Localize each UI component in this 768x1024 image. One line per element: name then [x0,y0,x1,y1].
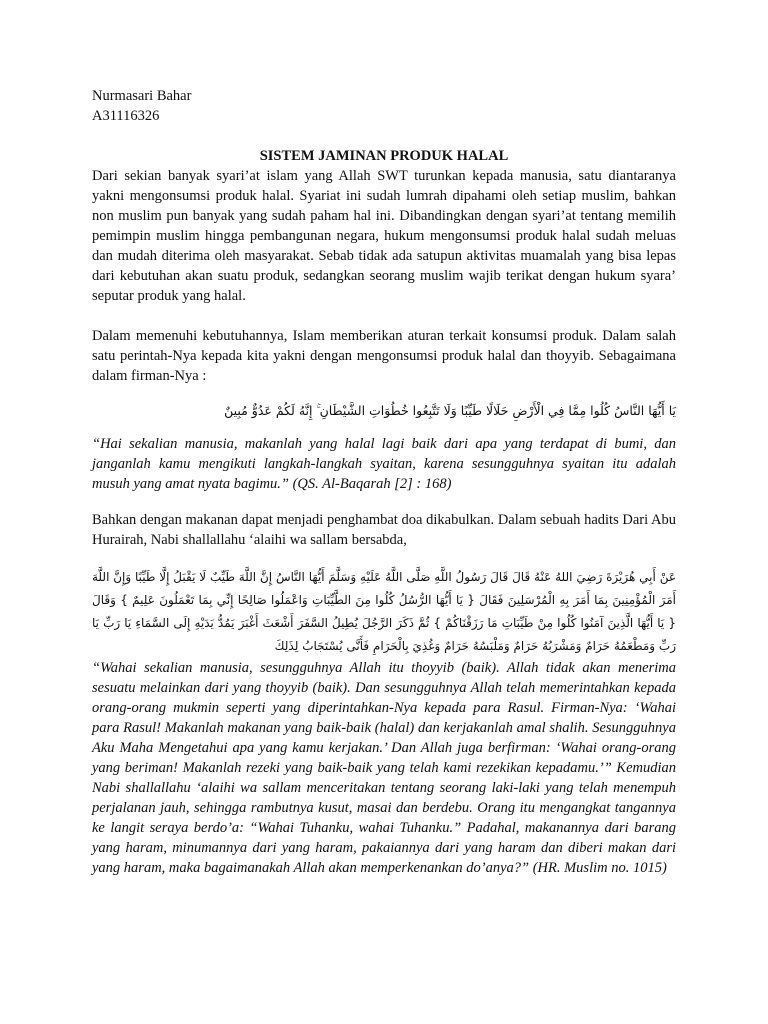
second-paragraph: Dalam memenuhi kebutuhannya, Islam memberikan aturan terkait konsumsi produk. Dalam salah satu perintah-Nya kepada kita yakni dengan mengonsumsi produk halal dan thoyyib. Sebagaimana dalam firman-Nya : [92,328,676,384]
intro-paragraph: Dari sekian banyak syari’at islam yang Allah SWT turunkan kepada manusia, satu diantaranya yakni mengonsumsi produk halal. Syariat ini sudah lumrah dipahami oleh setiap muslim, bahkan non muslim pun banyak yang sudah paham hal ini. Dibandingkan dengan syari’at tentang memilih pemimpin muslim hingga pembangunan negara, hukum mengonsumsi produk halal sudah meluas dan mudah diterima oleh masyarakat. Sebab tidak ada satupun aktivitas muamalah yang bisa lepas dari kebutuhan akan suatu produk, sedangkan seorang muslim wajib terikat dengan hukum syara’ seputar produk yang halal. [92,168,676,304]
third-paragraph: Bahkan dengan makanan dapat menjadi penghambat doa dikabulkan. Dalam sebuah hadits Dari Abu Hurairah, Nabi shallallahu ‘alaihi wa sallam bersabda, [92,512,676,548]
verse-translation: “Hai sekalian manusia, makanlah yang halal lagi baik dari apa yang terdapat di bumi, dan janganlah kamu mengikuti langkah-langkah syaitan, karena sesungguhnya syaitan itu adalah musuh yang amat nyata bagimu.” (QS. Al-Baqarah [2] : 168) [92,436,676,492]
hadith-translation: “Wahai sekalian manusia, sesungguhnya Allah itu thoyyib (baik). Allah tidak akan menerima sesuatu melainkan dari yang thoyyib (baik). Dan sesungguhnya Allah telah memerintahkan kepada orang-orang mukmin seperti yang diperintahkan-Nya kepada para Rasul. Firman-Nya: ‘Wahai para Rasul! Makanlah makanan yang baik-baik (halal) dan kerjakanlah amal shalih. Sesungguhnya Aku Maha Mengetahui apa yang kamu kerjakan.’ Dan Allah juga berfirman: ‘Wahai orang-orang yang beriman! Makanlah rezeki yang baik-baik yang telah kami rezekikan kepadamu.’” Kemudian Nabi shallallahu ‘alaihi wa sallam menceritakan tentang seorang laki-laki yang telah menempuh perjalanan jauh, sehingga rambutnya kusut, masai dan berdebu. Orang itu mengangkat tangannya ke langit seraya berdo’a: “Wahai Tuhanku, wahai Tuhanku.” Padahal, makanannya dari barang yang haram, minumannya dari yang haram, pakaiannya dari yang haram dan diberi makan dari yang haram, maka bagaimanakah Allah akan memperkenankan do’anya?” (HR. Muslim no. 1015) [92,660,676,876]
author-name: Nurmasari Bahar [92,88,192,104]
document-title: SISTEM JAMINAN PRODUK HALAL [259,148,509,164]
student-id: A31116326 [92,108,160,124]
paragraph-spacer [92,306,676,326]
arabic-hadith: عَنْ أَبِي هُرَيْرَةَ رَضِيَ اللهُ عَنْهُ قَالَ قَالَ رَسُولُ اللَّهِ صَلَّى اللَّهُ عَلَيْهِ وَسَلَّمَ أَيُّهَا النَّاسُ إِنَّ اللَّهَ طَيِّبٌ لَا يَقْبَلُ إِلَّا طَيِّبًا وَإِنَّ اللَّهَ أَمَرَ الْمُؤْمِنِينَ بِمَا أَمَرَ بِهِ الْمُرْسَلِينَ فَقَالَ { يَا أَيُّهَا الرُّسُلُ كُلُوا مِنَ الطَّيِّبَاتِ وَاعْمَلُوا صَالِحًا إِنِّي بِمَا تَعْمَلُونَ عَلِيمٌ } وَقَالَ { يَا أَيُّهَا الَّذِينَ آمَنُوا كُلُوا مِنْ طَيِّبَاتِ مَا رَزَقْنَاكُمْ } ثُمَّ ذَكَرَ الرَّجُلَ يُطِيلُ السَّفَرَ أَشْعَثَ أَغْبَرَ يَمُدُّ يَدَيْهِ إِلَى السَّمَاءِ يَا رَبِّ يَا رَبِّ وَمَطْعَمُهُ حَرَامٌ وَمَشْرَبُهُ حَرَامٌ وَمَلْبَسُهُ حَرَامٌ وَغُذِيَ بِالْحَرَامِ فَأَنَّى يُسْتَجَابُ لِذَلِكَ [92,570,676,653]
arabic-verse: يَا أَيُّهَا النَّاسُ كُلُوا مِمَّا فِي الْأَرْضِ حَلَالًا طَيِّبًا وَلَا تَتَّبِعُوا خُطُوَاتِ الشَّيْطَانِ ۚ إِنَّهُ لَكُمْ عَدُوٌّ مُبِينٌ [224,403,676,418]
